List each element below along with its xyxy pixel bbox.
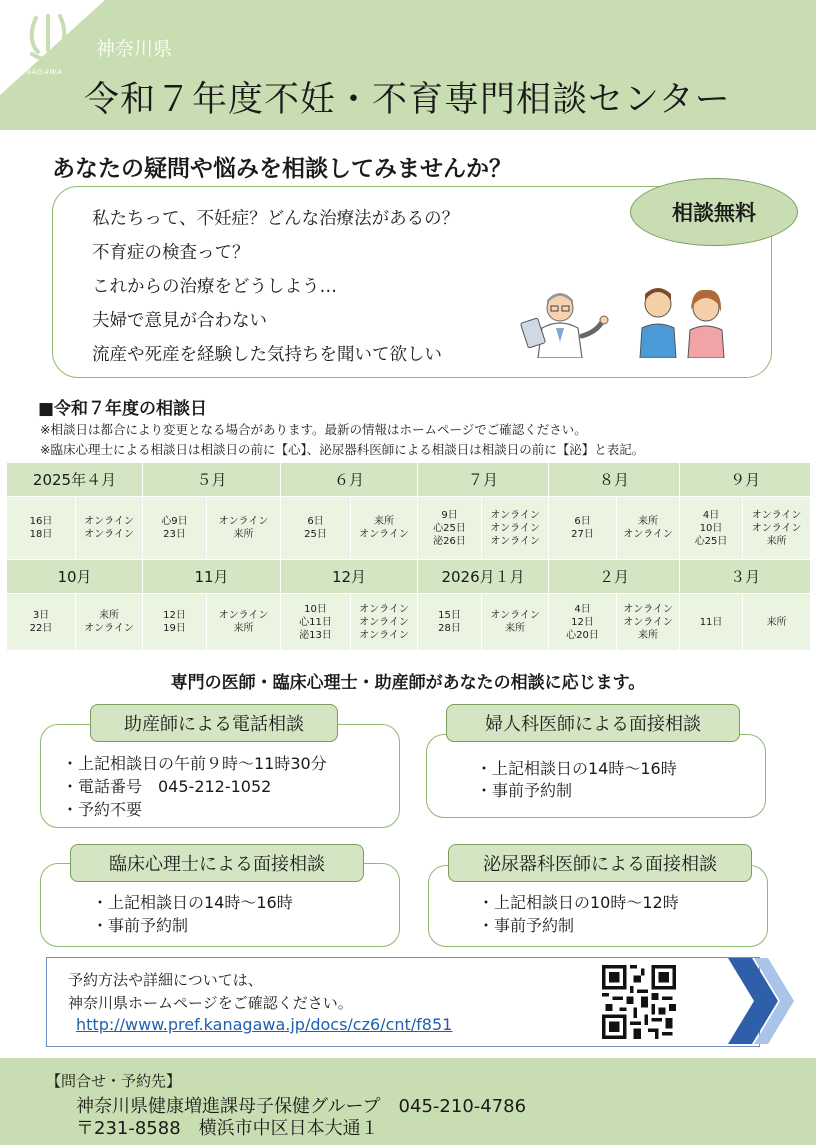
month-header: ７月	[418, 463, 549, 497]
dates-cell: 12日 19日	[143, 594, 207, 651]
month-header: 12月	[281, 560, 418, 594]
gynecologist-service-title: 婦人科医師による面接相談	[446, 704, 740, 742]
dates-cell: 3日 22日	[7, 594, 76, 651]
month-header: ６月	[281, 463, 418, 497]
contact-address: 〒231-8588 横浜市中区日本大通１	[76, 1118, 379, 1139]
question-item: 流産や死産を経験した気持ちを聞いて欲しい	[92, 345, 442, 365]
service-detail: ・上記相談日の10時～12時	[478, 893, 679, 912]
service-detail: ・予約不要	[62, 800, 143, 819]
service-detail: ・上記相談日の14時～16時	[476, 759, 677, 778]
homepage-link[interactable]: http://www.pref.kanagawa.jp/docs/cz6/cnt/f851	[76, 1015, 453, 1034]
question-item: 夫婦で意見が合わない	[92, 311, 267, 331]
services-heading: 専門の医師・臨床心理士・助産師があなたの相談に応じます。	[170, 673, 646, 693]
month-header: 2026月１月	[418, 560, 549, 594]
question-item: 不育症の検査って？	[92, 243, 250, 263]
couple-illustration	[636, 280, 732, 358]
psychologist-service-title: 臨床心理士による面接相談	[70, 844, 364, 882]
types-cell: オンライン 来所	[482, 594, 549, 651]
service-detail: ・電話番号 045-212-1052	[62, 777, 272, 796]
dates-cell: 15日 28日	[418, 594, 482, 651]
qr-code-icon[interactable]	[602, 965, 676, 1039]
month-header: ３月	[680, 560, 811, 594]
types-cell: オンライン 来所	[207, 594, 281, 651]
dates-cell: 6日 25日	[281, 497, 351, 560]
service-detail: ・事前予約制	[92, 916, 189, 935]
info-text: 予約方法や詳細については、	[68, 971, 263, 989]
dates-cell: 4日 10日 心25日	[680, 497, 743, 560]
types-cell: オンライン オンライン	[76, 497, 143, 560]
types-cell: オンライン オンライン オンライン	[351, 594, 418, 651]
schedule-table	[6, 462, 811, 651]
dates-cell: 心9日 23日	[143, 497, 207, 560]
service-detail: ・上記相談日の14時～16時	[92, 893, 293, 912]
lead-question: あなたの疑問や悩みを相談してみませんか？	[52, 156, 512, 182]
month-header: ９月	[680, 463, 811, 497]
logo-wordmark: KANAGAWA	[14, 68, 63, 76]
types-cell: オンライン オンライン 来所	[743, 497, 811, 560]
types-cell: 来所 オンライン	[351, 497, 418, 560]
month-header: 2025年４月	[7, 463, 143, 497]
info-text: 神奈川県ホームページをご確認ください。	[68, 994, 353, 1012]
service-detail: ・上記相談日の午前９時～11時30分	[62, 754, 327, 773]
prefecture-name: 神奈川県	[96, 38, 173, 60]
free-consultation-badge: 相談無料	[630, 178, 798, 246]
contact-label: 【問合せ・予約先】	[46, 1072, 182, 1090]
month-header: ８月	[549, 463, 680, 497]
urologist-service-title: 泌尿器科医師による面接相談	[448, 844, 752, 882]
types-cell: オンライン 来所	[207, 497, 281, 560]
doctor-illustration	[520, 282, 620, 358]
question-item: 私たちって、不妊症？どんな治療法があるの？	[92, 209, 460, 229]
types-cell: 来所 オンライン	[617, 497, 680, 560]
schedule-heading: ■令和７年度の相談日	[38, 399, 208, 419]
schedule-note: ※相談日は都合により変更となる場合があります。最新の情報はホームページでご確認ください。	[40, 422, 587, 437]
midwife-service-title: 助産師による電話相談	[90, 704, 338, 742]
dates-cell: 4日 12日 心20日	[549, 594, 617, 651]
dates-cell: 9日 心25日 泌26日	[418, 497, 482, 560]
types-cell: 来所 オンライン	[76, 594, 143, 651]
month-header: 11月	[143, 560, 281, 594]
schedule-note: ※臨床心理士による相談日は相談日の前に【心】、泌尿器科医師による相談日は相談日の前に【泌】と表記。	[40, 442, 645, 457]
kanagawa-logo-icon	[22, 10, 84, 68]
dates-cell: 16日 18日	[7, 497, 76, 560]
types-cell: オンライン オンライン オンライン	[482, 497, 549, 560]
chevron-right-icon	[724, 958, 796, 1044]
types-cell: 来所	[743, 594, 811, 651]
month-header: ２月	[549, 560, 680, 594]
types-cell: オンライン オンライン 来所	[617, 594, 680, 651]
dates-cell: 11日	[680, 594, 743, 651]
dates-cell: 6日 27日	[549, 497, 617, 560]
contact-org: 神奈川県健康増進課母子保健グループ 045-210-4786	[76, 1096, 527, 1117]
dates-cell: 10日 心11日 泌13日	[281, 594, 351, 651]
month-header: 10月	[7, 560, 143, 594]
service-detail: ・事前予約制	[476, 781, 573, 800]
month-header: ５月	[143, 463, 281, 497]
page-title: 令和７年度不妊・不育専門相談センター	[84, 80, 731, 120]
question-item: これからの治療をどうしよう…	[92, 277, 337, 297]
service-detail: ・事前予約制	[478, 916, 575, 935]
